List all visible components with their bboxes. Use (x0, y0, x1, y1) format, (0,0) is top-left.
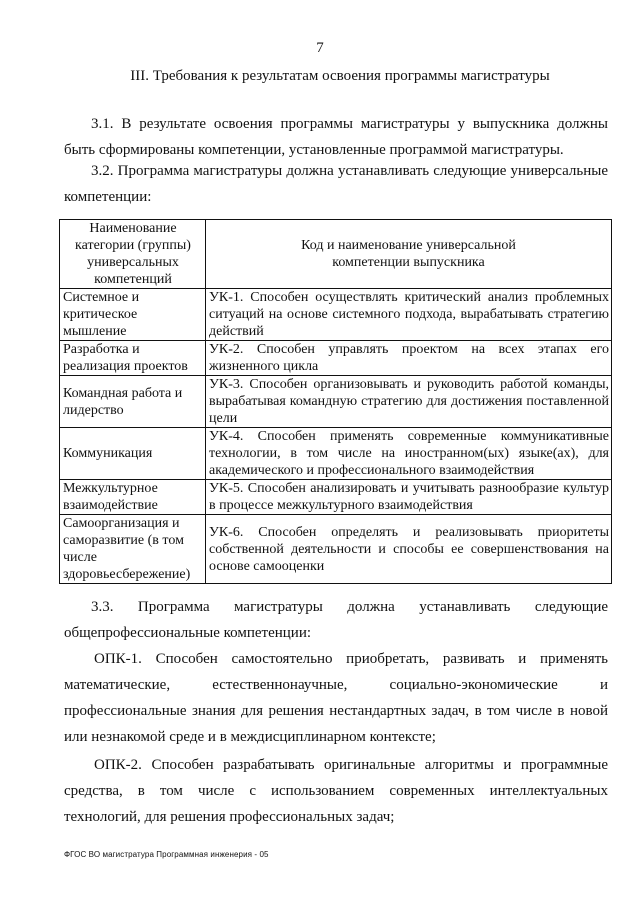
category-cell: Разработка и реализация проектов (60, 341, 206, 376)
category-cell: Системное и критическое мышление (60, 289, 206, 341)
description-cell: УК-1. Способен осуществлять критический анализ проблемных ситуаций на основе системного подхода, вырабатывать стратегию действий (206, 289, 612, 341)
paragraph-3-2-text: 3.2. Программа магистратуры должна устанавливать следующие универсальные компетенции: (64, 163, 608, 205)
table-header-row (60, 220, 612, 289)
table-row (60, 341, 612, 376)
paragraph-3-1-text: 3.1. В результате освоения программы магистратуры у выпускника должны быть сформированы компетенции, установленные программой магистратуры. (64, 116, 608, 158)
category-cell: Командная работа и лидерство (60, 376, 206, 428)
description-cell: УК-3. Способен организовывать и руководить работой команды, вырабатывая командную стратегию для достижения поставленной цели (206, 376, 612, 428)
header-category: Наименование категории (группы) универсальных компетенций (60, 220, 206, 289)
table-row (60, 376, 612, 428)
category-cell: Межкультурное взаимодействие (60, 480, 206, 515)
paragraph-3-2 (64, 158, 608, 210)
opk-2-text: ОПК-2. Способен разрабатывать оригинальные алгоритмы и программные средства, в том числе с использованием современных интеллектуальных технологий, для решения профессиональных задач; (64, 757, 608, 825)
category-cell: Самоорганизация и саморазвитие (в том числе здоровьесбережение) (60, 515, 206, 584)
table-row (60, 428, 612, 480)
paragraph-3-3-text: 3.3. Программа магистратуры должна устанавливать следующие общепрофессиональные компетенции: (64, 599, 608, 641)
category-cell: Коммуникация (60, 428, 206, 480)
paragraph-3-3 (64, 594, 608, 646)
opk-2-paragraph (64, 752, 608, 830)
universal-competencies-table (59, 219, 612, 584)
table-row (60, 515, 612, 584)
section-title: III. Требования к результатам освоения программы магистратуры (130, 68, 550, 84)
header-code: Код и наименование универсальной компетенции выпускника (206, 220, 612, 289)
description-cell: УК-6. Способен определять и реализовывать приоритеты собственной деятельности и способы ее совершенствования на основе самооценки (206, 515, 612, 584)
paragraph-3-1 (64, 111, 608, 163)
description-cell: УК-2. Способен управлять проектом на всех этапах его жизненного цикла (206, 341, 612, 376)
opk-1-paragraph (64, 646, 608, 750)
table-row (60, 289, 612, 341)
description-cell: УК-4. Способен применять современные коммуникативные технологии, в том числе на иностранном(ых) языке(ах), для академического и профессионального взаимодействия (206, 428, 612, 480)
footer: ФГОС ВО магистратура Программная инженерия - 05 (64, 850, 269, 859)
table-row (60, 480, 612, 515)
page-number: 7 (316, 40, 324, 56)
description-cell: УК-5. Способен анализировать и учитывать разнообразие культур в процессе межкультурного взаимодействия (206, 480, 612, 515)
opk-1-text: ОПК-1. Способен самостоятельно приобретать, развивать и применять математические, естественнонаучные, социально-экономические и профессиональные знания для решения нестандартных задач, в том числе в новой или незнакомой среде и в междисциплинарном контексте; (64, 651, 608, 745)
